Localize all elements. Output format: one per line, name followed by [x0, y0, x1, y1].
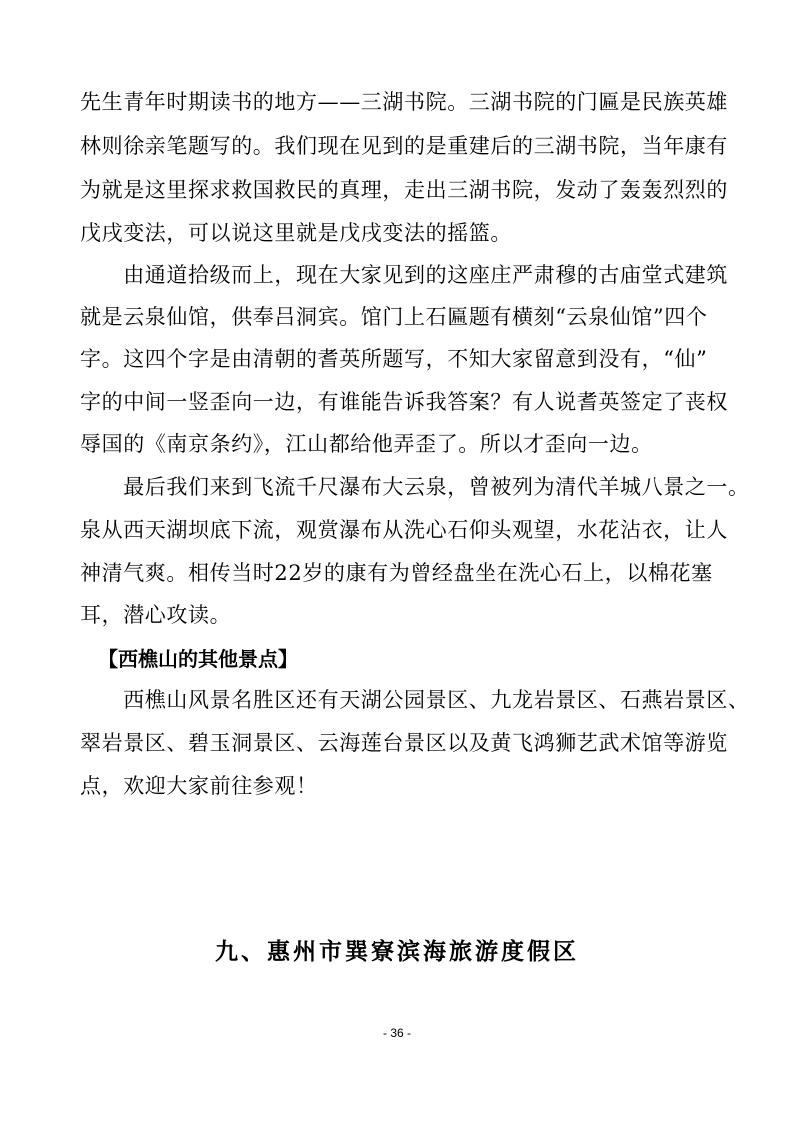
paragraph-line: 翠岩景区、碧玉洞景区、云海莲台景区以及黄飞鸿狮艺武术馆等游览: [80, 731, 728, 755]
paragraph-line: 由通道拾级而上，现在大家见到的这座庄严肃穆的古庙堂式建筑: [80, 263, 728, 287]
paragraph-line: 最后我们来到飞流千尺瀑布大云泉，曾被列为清代羊城八景之一。: [80, 475, 750, 499]
paragraph-line: 为就是这里探求救国救民的真理，走出三湖书院，发动了轰轰烈烈的: [80, 178, 728, 202]
paragraph-line: 字的中间一竖歪向一边，有谁能告诉我答案？有人说耆英签定了丧权: [80, 390, 728, 414]
section-title: 九、惠州市巽寮滨海旅游度假区: [215, 938, 579, 965]
paragraph-line: 耳，潜心攻读。: [80, 603, 232, 627]
page-number: - 36 -: [382, 1026, 411, 1040]
paragraph-line: 林则徐亲笔题写的。我们现在见到的是重建后的三湖书院，当年康有: [80, 134, 728, 158]
subheading: 【西樵山的其他景点】: [98, 647, 298, 671]
paragraph-line: 神清气爽。相传当时22岁的康有为曾经盘坐在洗心石上，以棉花塞: [80, 561, 713, 585]
paragraph-line: 泉从西天湖坝底下流，观赏瀑布从洗心石仰头观望，水花沾衣，让人: [80, 518, 728, 542]
paragraph-line: 点，欢迎大家前往参观！: [80, 774, 318, 798]
paragraph-line: 字。这四个字是由清朝的耆英所题写，不知大家留意到没有，“仙”: [80, 347, 708, 371]
paragraph-line: 就是云泉仙馆，供奉吕洞宾。馆门上石匾题有横刻“云泉仙馆”四个: [80, 305, 708, 329]
paragraph-line: 戊戌变法，可以说这里就是戊戌变法的摇篮。: [80, 221, 512, 245]
paragraph-line: 先生青年时期读书的地方——三湖书院。三湖书院的门匾是民族英雄: [80, 90, 728, 114]
paragraph-line: 西樵山风景名胜区还有天湖公园景区、九龙岩景区、石燕岩景区、: [80, 688, 750, 712]
paragraph-line: 辱国的《南京条约》，江山都给他弄歪了。所以才歪向一边。: [80, 432, 653, 456]
